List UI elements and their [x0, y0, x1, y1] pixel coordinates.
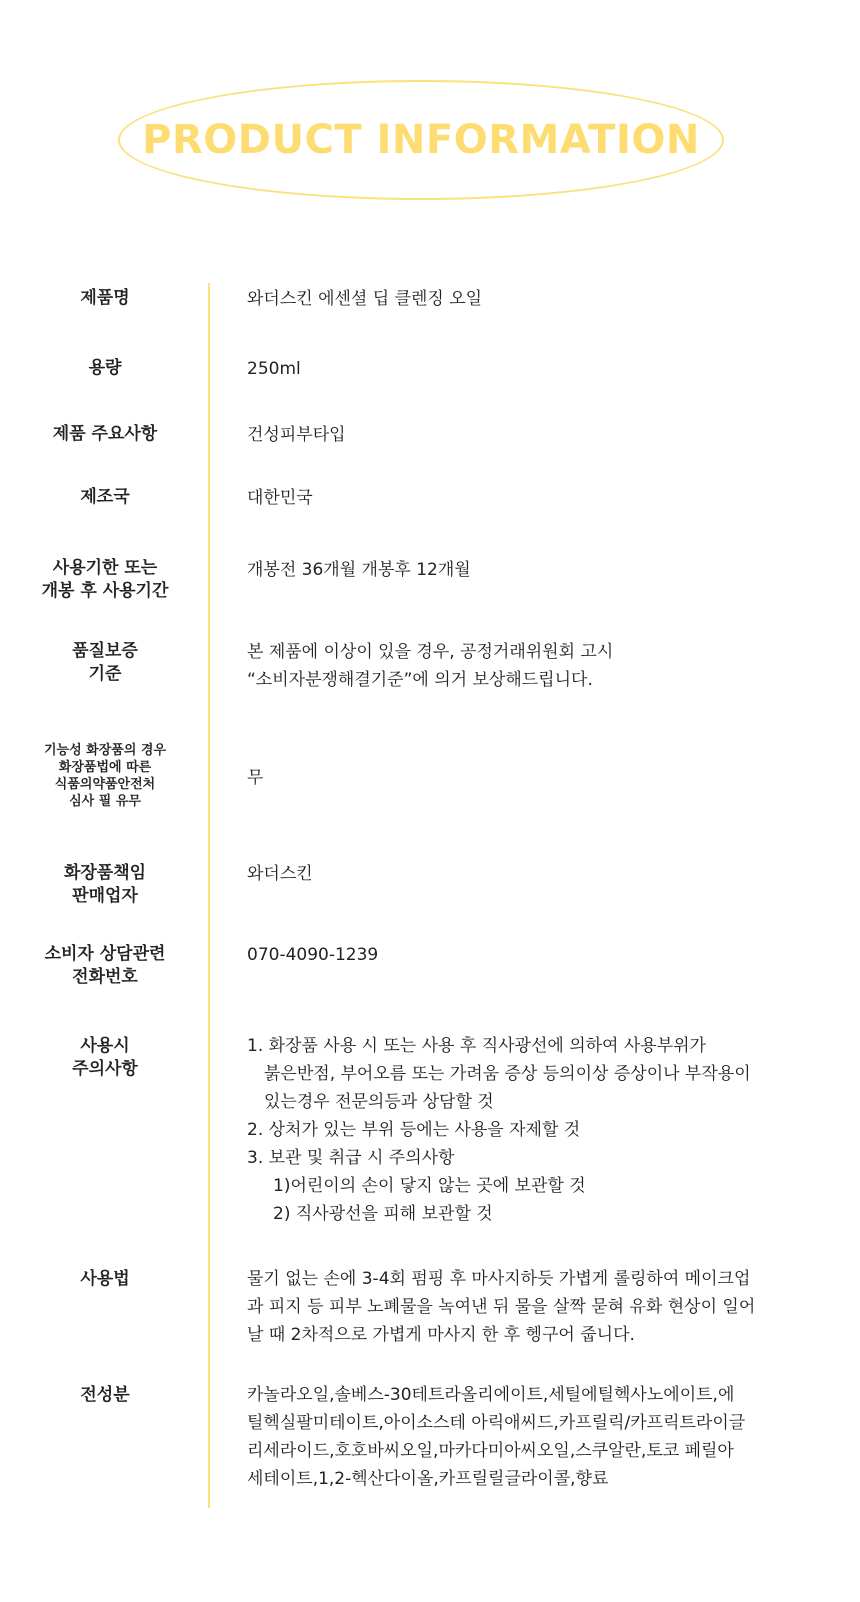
row-label: 용량: [88, 358, 122, 378]
page-title: PRODUCT INFORMATION: [142, 117, 700, 163]
row-label: 제품 주요사항: [52, 424, 158, 444]
row-label: 품질보증 기준: [72, 641, 138, 684]
row-value: 본 제품에 이상이 있을 경우, 공정거래위원회 고시 “소비자분쟁해결기준”에 의거 보상해드립니다.: [247, 642, 614, 690]
row-value: 250ml: [247, 359, 301, 379]
row-value: 070-4090-1239: [247, 945, 379, 965]
row-label: 기능성 화장품의 경우 화장품법에 따른 식품의약품안전처 심사 필 유무: [43, 743, 167, 809]
row-label: 사용법: [80, 1269, 130, 1289]
row-value: 카놀라오일,솔베스-30테트라올리에이트,세틸에틸헥사노에이트,에 틸헥실팔미테이트,아이소스테 아릭애씨드,카프릴릭/카프릭트라이글 리세라이드,호호바씨오일,마카다미아씨오일,스쿠알란,토코 페릴아 세테이트,1,2-헥산다이올,카프릴릴글라이콜,향료: [247, 1385, 746, 1489]
row-value: 무: [247, 768, 264, 788]
row-label: 제품명: [80, 288, 130, 308]
row-label: 제조국: [80, 487, 130, 507]
row-value: 대한민국: [247, 488, 313, 508]
row-value: 물기 없는 손에 3-4회 펌핑 후 마사지하듯 가볍게 롤링하여 메이크업 과 피지 등 피부 노폐물을 녹여낸 뒤 물을 살짝 묻혀 유화 현상이 일어 날 때 2차적으로 가볍게 마사지 한 후 헹구어 줍니다.: [247, 1269, 756, 1345]
row-value: 건성피부타입: [247, 425, 346, 445]
row-label: 소비자 상담관련 전화번호: [44, 944, 166, 987]
row-label: 사용기한 또는 개봉 후 사용기간: [41, 558, 169, 601]
row-label: 사용시 주의사항: [72, 1036, 138, 1079]
row-label: 전성분: [80, 1385, 130, 1405]
row-value: 1. 화장품 사용 시 또는 사용 후 직사광선에 의하여 사용부위가 붉은반점, 부어오름 또는 가려움 증상 등의이상 증상이나 부작용이 있는경우 전문의등과 상담할 것 2. 상처가 있는 부위 등에는 사용을 자제할 것 3. 보관 및 취급 시 주의사항 1)어린이의 손이 닿지 않는 곳에 보관할 것 2) 직사광선을 피해 보관할 것: [247, 1036, 751, 1224]
row-value: 와더스킨 에센셜 딥 클렌징 오일: [247, 289, 483, 309]
row-value: 개봉전 36개월 개봉후 12개월: [247, 560, 471, 580]
row-value: 와더스킨: [247, 864, 313, 884]
row-label: 화장품책임 판매업자: [63, 863, 147, 906]
